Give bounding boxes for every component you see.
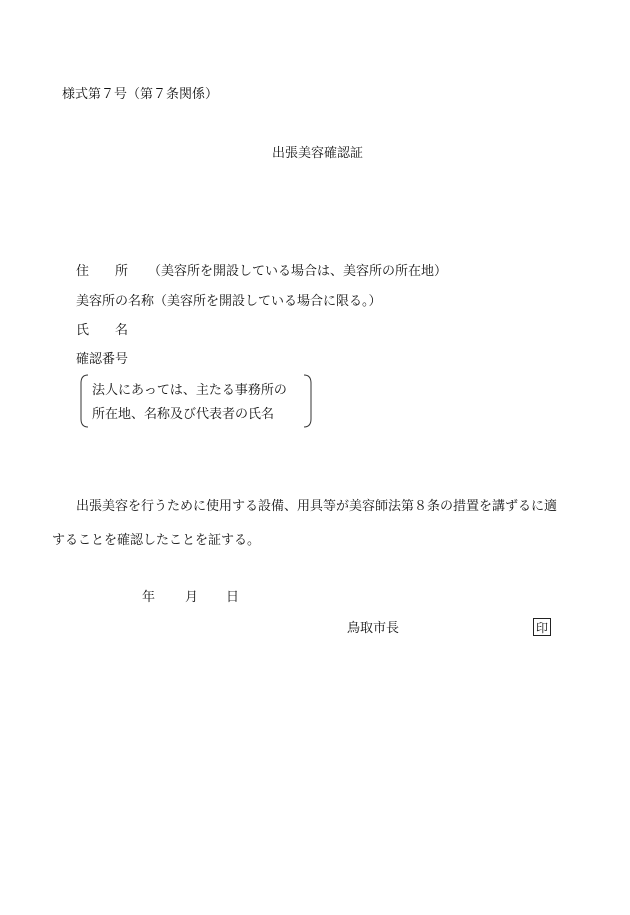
corporate-note-line2: 所在地、名称及び代表者の氏名 <box>92 407 275 422</box>
certification-text-line2: することを確認したことを証する。 <box>52 533 261 548</box>
corporate-note-line1: 法人にあっては、主たる事務所の <box>92 383 287 398</box>
salon-name-label: 美容所の名称（美容所を開設している場合に限る。） <box>76 294 382 309</box>
issuer-title: 鳥取市長 <box>347 621 400 636</box>
address-note: （美容所を開設している場合は、美容所の所在地） <box>148 264 448 279</box>
confirmation-number-label: 確認番号 <box>76 352 129 367</box>
date-year: 年 <box>142 590 156 605</box>
address-label: 住 所 <box>76 264 129 279</box>
form-number-label: 様式第７号（第７条関係） <box>62 87 219 102</box>
date-month: 月 <box>185 590 199 605</box>
date-day: 日 <box>226 590 240 605</box>
seal-mark: 印 <box>533 618 551 636</box>
corporate-note-bracket <box>80 374 312 428</box>
document-title: 出張美容確認証 <box>272 146 364 161</box>
name-label: 氏 名 <box>76 323 129 338</box>
certification-text-line1: 出張美容を行うために使用する設備、用具等が美容師法第８条の措置を講ずるに適 <box>76 499 558 514</box>
